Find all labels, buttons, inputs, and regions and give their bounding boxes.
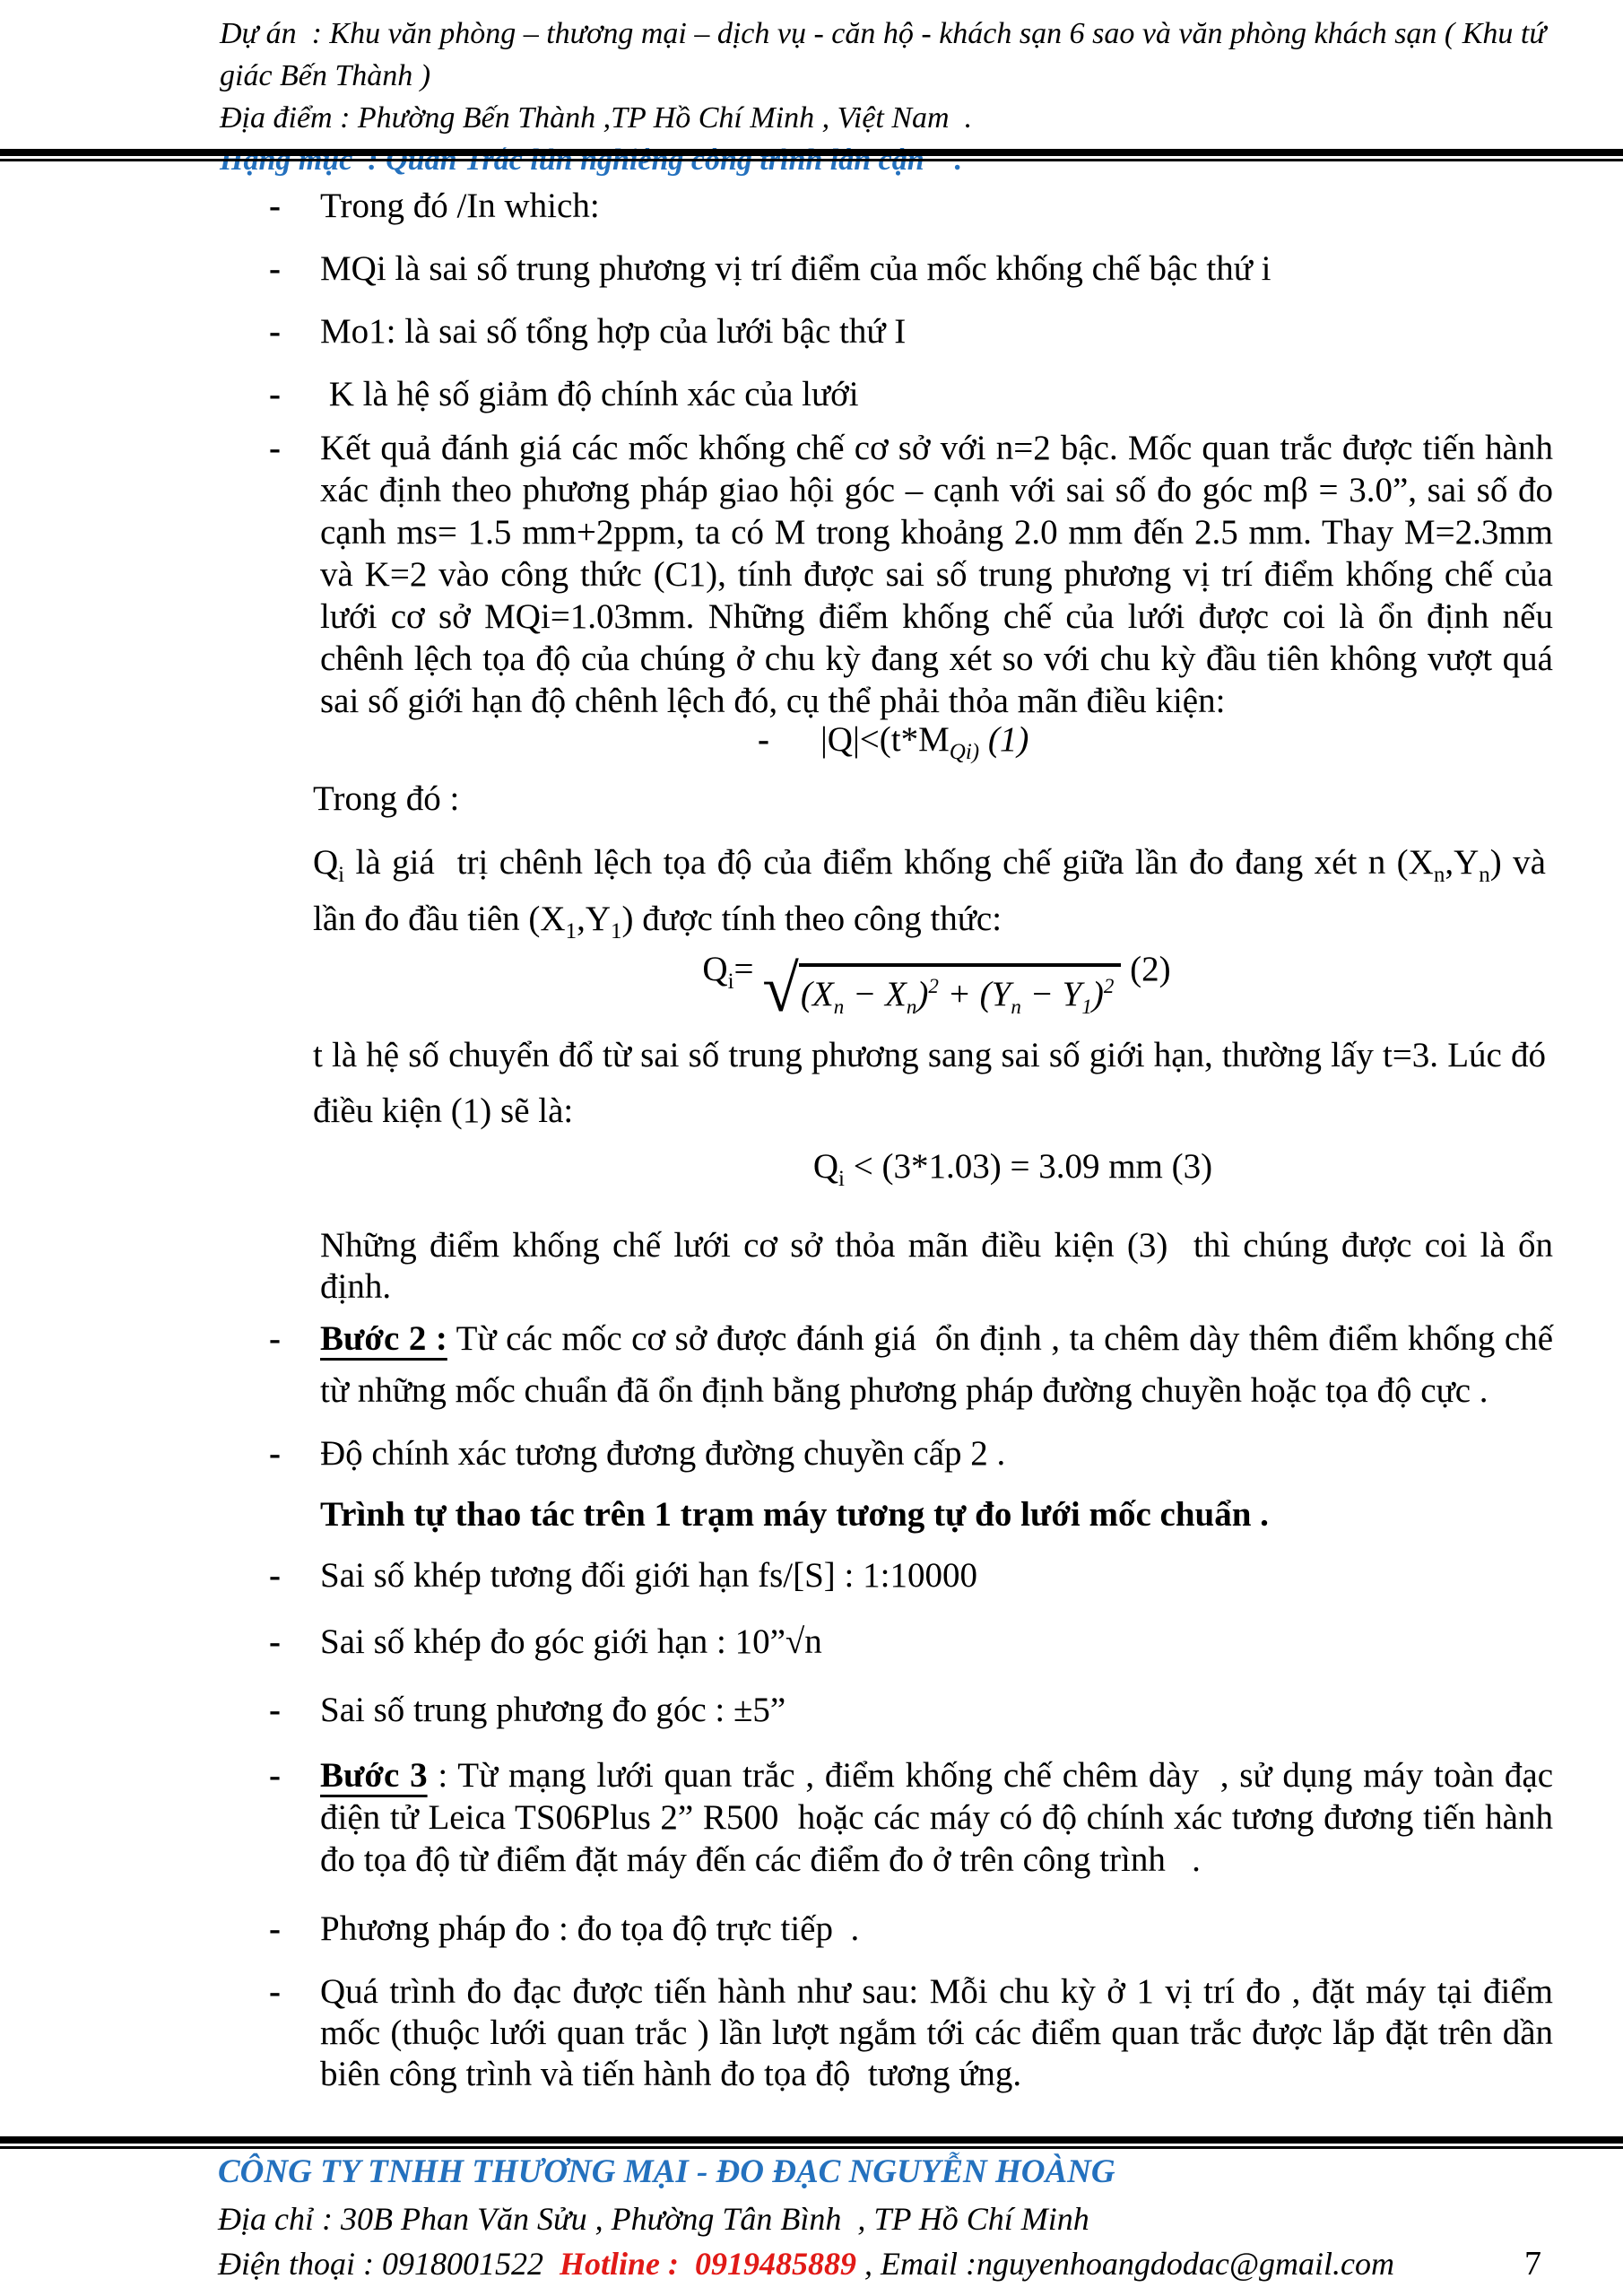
radicand-text: − Y [1020, 975, 1082, 1013]
dash-bullet-icon: - [269, 1622, 281, 1661]
subscript: i [338, 862, 345, 887]
step-3-separator: : [427, 1756, 458, 1795]
formula-3-body: < (3*1.03) = 3.09 mm (3) [845, 1147, 1213, 1186]
dash-bullet-icon: - [269, 375, 281, 413]
subscript: 1 [565, 918, 577, 944]
list-item-do-chinh-xac [269, 1433, 1553, 1474]
subscript: n [1479, 862, 1490, 887]
formula-1 [758, 719, 1385, 764]
dash-bullet-icon: - [269, 312, 281, 351]
paragraph-text: ) và lần đo đầu tiên (X [313, 843, 1555, 938]
dash-bullet-icon: - [269, 1909, 281, 1948]
list-item-text: MQi là sai số trung phương vị trí điểm của mốc khống chế bậc thứ i [320, 249, 1271, 288]
footer-email-text: , Email :nguyenhoangdodac@gmail.com [855, 2246, 1394, 2282]
formula-1-pre: |Q|<(t*M [820, 720, 950, 759]
paragraph-text: là giá trị chênh lệch tọa độ của điểm khống chế giữa lần đo đang xét n (X [344, 843, 1434, 882]
formula-2-number: (2) [1121, 950, 1171, 988]
step-3-label: Bước 3 [320, 1756, 428, 1795]
dash-bullet-icon: - [269, 1756, 281, 1795]
footer-rule [0, 2136, 1623, 2149]
subscript: 1 [611, 918, 622, 944]
subscript: i [727, 969, 734, 994]
step-3-text: Từ mạng lưới quan trắc , điểm khống chế chêm dày , sử dụng máy toàn đạc điện tử Leica TS06Plus 2” R500 hoặc các máy có độ chính xác tương đương tiến hành đo tọa độ từ điểm đặt máy đến các điểm đo ở trên công trình . [320, 1756, 1562, 1879]
radical-sign-icon: √ [762, 952, 799, 1026]
dash-bullet-icon: - [269, 1434, 281, 1473]
radicand-text: (X [800, 975, 834, 1013]
radicand-text: + (Y [938, 975, 1011, 1013]
step-2-text: Từ các mốc cơ sở được đánh giá ổn định , ta chêm dày thêm điểm khống chế từ những mốc chuẩn đã ổn định bằng phương pháp đường chuyền hoặc tọa độ cực . [320, 1319, 1562, 1410]
dash-bullet-icon: - [269, 1556, 281, 1595]
list-item-text: Sai số trung phương đo góc : ±5” [320, 1691, 786, 1729]
list-item-k-factor [269, 374, 1553, 415]
square-root [762, 952, 1121, 1026]
footer-hotline-text: Hotline : 0919485889 [559, 2246, 856, 2282]
dash-bullet-icon: - [269, 1691, 281, 1729]
list-item-text: Trong đó /In which: [320, 187, 600, 225]
paragraph-text: ,Y [1445, 843, 1480, 882]
radicand [799, 963, 1121, 1017]
paragraph-text: Những điểm khống chế lưới cơ sở thỏa mãn điều kiện (3) thì chúng được coi là ổn định. [320, 1226, 1562, 1306]
paragraph-text: ) được tính theo công thức: [621, 900, 1002, 938]
footer-phone-text: Điện thoại : 0918001522 [218, 2246, 560, 2282]
dash-bullet-icon: - [758, 720, 769, 759]
dash-bullet-icon: - [269, 187, 281, 225]
subscript: n [1011, 995, 1021, 1018]
list-item-text: Quá trình đo đạc được tiến hành như sau: Mỗi chu kỳ ở 1 vị trí đo , đặt máy tại điểm mốc (thuộc lưới quan trắc ) lần lượt ngắm tới các điểm quan trắc được lắp đặt trên dần biên công trình và tiến hành đo tọa độ tương ứng. [320, 1972, 1562, 2093]
step-2-label: Bước 2 : [320, 1319, 447, 1358]
list-item-text: Sai số khép tương đối giới hạn fs/[S] : 1:10000 [320, 1556, 977, 1595]
list-item-mo1 [269, 311, 1553, 352]
superscript: 2 [928, 975, 939, 997]
dash-bullet-icon: - [269, 1972, 281, 2011]
subscript: n [1433, 862, 1445, 887]
footer-contact-line [218, 2244, 1394, 2283]
list-item-text: K là hệ số giảm độ chính xác của lưới [320, 375, 859, 413]
dash-bullet-icon: - [269, 1319, 281, 1358]
radicand-text: ) [1091, 975, 1104, 1013]
paragraph-trinh-tu [320, 1494, 1553, 1535]
list-item-buoc-3 [269, 1754, 1562, 1881]
formula-2-lead: Q [702, 950, 728, 988]
list-item-buoc-2 [269, 1313, 1562, 1417]
formula-2 [320, 949, 1553, 1026]
dash-bullet-icon: - [269, 429, 281, 467]
footer-company-text: CÔNG TY TNHH THƯƠNG MẠI - ĐO ĐẠC NGUYỄN HOÀNG [218, 2153, 1115, 2190]
paragraph-text: Kết quả đánh giá các mốc khống chế cơ sở với n=2 bậc. Mốc quan trắc được tiến hành xác định theo phương pháp giao hội góc – cạnh với sai số đo góc mβ = 3.0”, sai số đo cạnh ms= 1.5 mm+2ppm, ta có M trong khoảng 2.0 mm đến 2.5 mm. Thay M=2.3mm và K=2 vào công thức (C1), tính được sai số trung phương vị trí điểm khống chế của lưới cơ sở MQi=1.03mm. Những điểm khống chế của lưới được coi là ổn định nếu chênh lệch tọa độ của chúng ở chu kỳ đang xét so với chu kỳ đầu tiên không vượt quá sai số giới hạn độ chênh lệch đó, cụ thể phải thỏa mãn điều kiện: [320, 429, 1562, 720]
paragraph-qi-definition [313, 834, 1555, 947]
list-item-in-which [269, 186, 1553, 227]
list-item-sai-so-goc [269, 1622, 1553, 1663]
paragraph-t-he-so [313, 1028, 1555, 1139]
list-item-sai-so-phuong [269, 1690, 1553, 1731]
list-item-text: Mo1: là sai số tổng hợp của lưới bậc thứ I [320, 312, 907, 351]
subscript: n [906, 995, 917, 1018]
header-project-line: Dự án : Khu văn phòng – thương mại – dịch vụ - căn hộ - khách sạn 6 sao và văn phòng khách sạn ( Khu tứ giác Bến Thành ) [220, 17, 1554, 92]
paragraph-text: t là hệ số chuyển đổ từ sai số trung phương sang sai số giới hạn, thường lấy t=3. Lúc đó điều kiện (1) sẽ là: [313, 1036, 1555, 1130]
formula-1-body [820, 720, 1029, 764]
list-item-mqi [269, 248, 1553, 290]
subscript: 1 [1081, 995, 1092, 1018]
subscript: n [833, 995, 845, 1018]
paragraph-trong-do [313, 778, 1546, 820]
radicand-text: ) [916, 975, 929, 1013]
formula-1-number: (1) [979, 720, 1029, 759]
paragraph-text: Trình tự thao tác trên 1 trạm máy tương tự đo lưới mốc chuẩn . [320, 1495, 1269, 1534]
list-item-sai-so-khep [269, 1555, 1553, 1596]
formula-1-subscript: Qi) [949, 739, 980, 764]
header-location-line: Địa điểm : Phường Bến Thành ,TP Hồ Chí Minh , Việt Nam . [220, 101, 973, 135]
list-item-text: Độ chính xác tương đương đường chuyền cấp 2 . [320, 1434, 1006, 1473]
formula-3-lead: Q [812, 1147, 839, 1186]
radicand-text: − X [844, 975, 907, 1013]
paragraph-nhung-diem [320, 1225, 1562, 1308]
header-rule [0, 149, 1623, 161]
list-item-text: Phương pháp đo : đo tọa độ trực tiếp . [320, 1909, 860, 1948]
paragraph-text: Q [313, 843, 339, 882]
formula-2-equals: = [733, 950, 763, 988]
formula-3 [320, 1146, 1553, 1191]
paragraph-text: Trong đó : [313, 779, 460, 818]
page-number: 7 [1524, 2245, 1541, 2283]
footer-address-line [218, 2199, 1089, 2239]
paragraph-text: ,Y [577, 900, 612, 938]
list-item-text: Sai số khép đo góc giới hạn : 10”√n [320, 1622, 822, 1661]
list-item-qua-trinh [269, 1971, 1562, 2095]
subscript: i [838, 1166, 845, 1191]
dash-bullet-icon: - [269, 249, 281, 288]
list-item-ket-qua [269, 427, 1562, 722]
list-item-phuong-phap [269, 1909, 1553, 1950]
footer-address-text: Địa chỉ : 30B Phan Văn Sửu , Phường Tân Bình , TP Hồ Chí Minh [218, 2201, 1089, 2237]
header-category-line: Hạng mục : Quan Trắc lún nghiêng công trình lân cận . [220, 144, 963, 177]
footer-company-name [218, 2152, 1115, 2192]
superscript: 2 [1103, 975, 1115, 997]
